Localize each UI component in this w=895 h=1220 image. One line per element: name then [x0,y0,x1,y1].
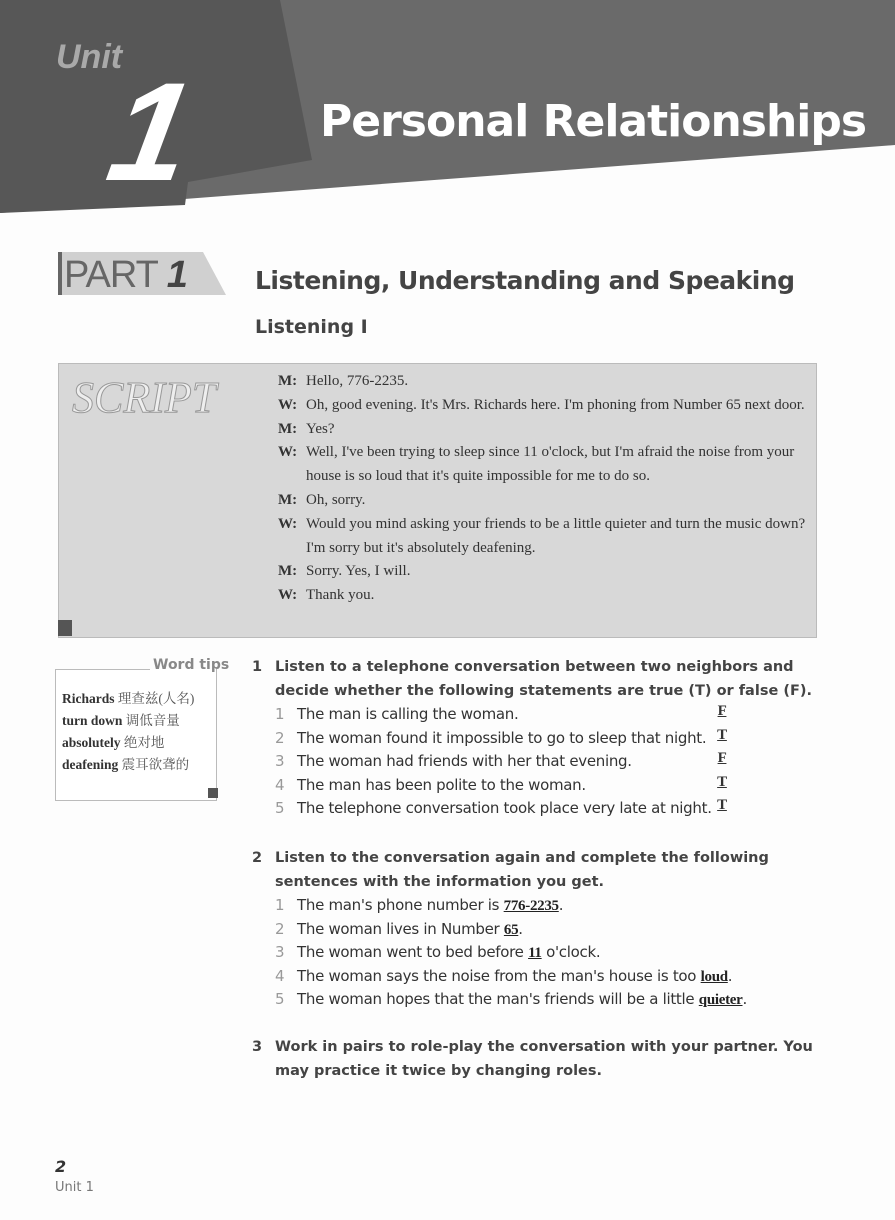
item-number: 4 [275,775,285,794]
word-tip [62,710,194,732]
tip-meaning: 调低音量 [125,713,180,728]
answer-fill: 65 [503,921,519,938]
tip-word: Richards [62,691,115,706]
item-number: 2 [275,919,285,938]
list-item [275,727,822,751]
sentence [297,988,822,1012]
list-item [275,941,822,965]
statement: The woman found it impossible to go to sleep that night. [297,728,707,747]
question-text: Listen to a telephone conversation between two neighbors and decide whether the following statements are true (T) or false (F). [275,659,812,699]
speaker: M: [278,491,298,508]
item-number: 1 [275,896,285,914]
sentence-after: . [727,966,733,985]
footer-unit: Unit 1 [55,1180,94,1195]
statement: The telephone conversation took place very late at night. [297,799,712,818]
divider [55,669,150,670]
answer-fill: 11 [528,945,542,962]
line-text: Well, I've been trying to sleep since 11 o'clock, but I'm afraid the noise from your house is so loud that it's quite impossible for me to do so. [306,444,795,485]
list-item [275,988,822,1012]
script-line [278,513,808,561]
speaker: W: [278,515,298,532]
script-lines [278,370,808,608]
item-number: 3 [275,943,285,962]
sentence-before: The man's phone number is [297,896,504,914]
list-item [275,918,822,942]
line-text: Hello, 776-2235. [306,373,409,389]
part-number: 1 [166,254,187,296]
tip-word: deafening [62,757,119,772]
sentence-after: . [518,919,523,938]
square-mark [208,788,218,798]
statement: The man has been polite to the woman. [297,775,586,794]
part-label: PART [64,254,158,296]
line-text: Would you mind asking your friends to be a little quieter and turn the music down? I'm sorry but it's absolutely deafening. [306,515,806,556]
tip-meaning: 震耳欲聋的 [121,757,190,772]
sentence-before: The woman hopes that the man's friends will be a little [297,990,699,1009]
unit-number: 1 [98,53,204,210]
list-item [275,750,822,774]
answer-tf: T [717,726,727,743]
tip-meaning: 理查兹(人名) [117,691,195,706]
script-logo: SCRIPT [72,373,217,422]
section-heading: Listening, Understanding and Speaking [255,266,795,295]
tip-word: absolutely [62,735,121,750]
speaker: W: [278,587,298,604]
script-line [278,489,808,513]
list-item [275,965,822,989]
script-line [278,584,808,608]
script-line [278,370,808,394]
question-text: Listen to the conversation again and complete the following sentences with the information you get. [275,850,769,890]
question-1 [252,655,822,821]
sentence [297,965,822,989]
question-2 [252,846,822,1012]
sentence-after: . [558,896,564,914]
sentence-before: The woman says the noise from the man's house is too [297,966,701,985]
answer-tf: T [717,773,727,790]
line-text: Thank you. [306,587,375,604]
item-number: 3 [275,752,285,771]
part-badge [64,254,187,297]
word-tip [62,688,194,710]
subsection-heading: Listening I [255,316,368,338]
unit-title: Personal Relationships [320,96,867,147]
word-tip [62,732,194,754]
answer-fill: loud [700,968,728,985]
question-number: 3 [252,1039,263,1055]
sentence-after: o'clock. [541,943,601,962]
answer-tf: F [717,703,727,719]
line-text: Sorry. Yes, I will. [306,563,411,580]
line-text: Oh, good evening. It's Mrs. Richards here. I'm phoning from Number 65 next door. [306,396,805,413]
statement: The man is calling the woman. [297,705,519,723]
line-text: Oh, sorry. [306,491,366,508]
item-number: 5 [275,990,285,1009]
item-number: 4 [275,966,285,985]
sentence [297,894,822,918]
corner-mark [58,620,72,636]
statement: The woman had friends with her that evening. [297,752,632,771]
sentence-after: . [742,990,747,1009]
item-number: 2 [275,728,285,747]
question-number: 1 [252,659,263,675]
speaker: M: [278,373,298,389]
speaker: W: [278,444,298,461]
item-number: 5 [275,799,285,818]
speaker: M: [278,563,298,580]
speaker: M: [278,420,298,437]
unit-label: Unit [56,38,123,76]
question-3 [252,1035,822,1083]
list-item [275,703,822,727]
page-number: 2 [55,1157,67,1176]
answer-fill: 776-2235 [503,898,559,914]
script-line [278,418,808,442]
tip-meaning: 绝对地 [123,735,165,750]
tip-word: turn down [62,713,123,728]
question-text: Work in pairs to role-play the conversation with your partner. You may practice it twice by changing roles. [275,1039,813,1079]
line-text: Yes? [306,420,335,437]
word-tips-title: Word tips [153,657,230,673]
item-number: 1 [275,705,285,723]
list-item [275,797,822,821]
answer-fill: quieter [698,992,743,1009]
answer-tf: T [717,797,727,814]
sentence-before: The woman lives in Number [297,919,504,938]
sentence-before: The woman went to bed before [297,943,529,962]
script-line [278,560,808,584]
word-tips-list [62,688,194,776]
sentence [297,918,822,942]
sentence [297,941,822,965]
word-tip [62,754,194,776]
answer-tf: F [717,750,727,767]
question-number: 2 [252,850,263,866]
list-item [275,894,822,918]
list-item [275,774,822,798]
speaker: W: [278,396,298,413]
script-line [278,441,808,489]
script-line [278,394,808,418]
